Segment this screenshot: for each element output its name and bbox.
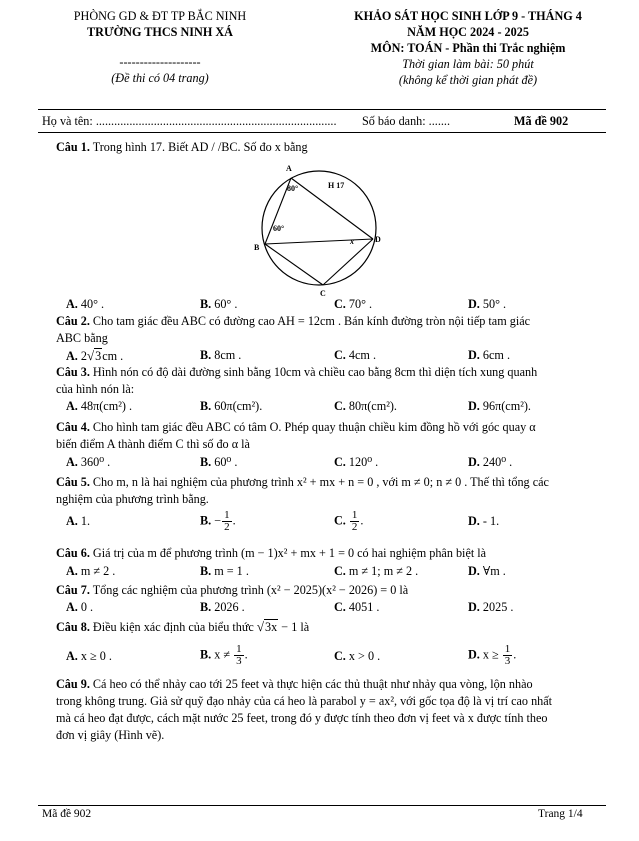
option-c: C. 4cm .	[334, 348, 376, 362]
question-text: Tổng các nghiệm của phương trình (x² − 2025)(x² − 2026) = 0 là	[92, 583, 409, 597]
option-a: A. 40° .	[66, 297, 105, 311]
question-text-end: − 1 là	[278, 620, 310, 634]
option-b: B. 2026 .	[200, 600, 245, 614]
question-label: Câu 5.	[56, 475, 90, 489]
option-d: D. ∀m .	[468, 564, 506, 578]
question-text-cont: ABC bằng	[56, 330, 108, 345]
question-text: Cho hình tam giác đều ABC có tâm O. Phép quay thuận chiều kim đồng hồ với góc quay α	[92, 420, 536, 434]
option-b: B. m = 1 .	[200, 564, 249, 578]
option-b: B. 60π(cm²).	[200, 399, 263, 413]
question-text: Cho m, n là hai nghiệm của phương trình x² + mx + n = 0 , với m ≠ 0; n ≠ 0 . Thế thì tổng các	[92, 475, 549, 489]
option-b: B. 8cm .	[200, 348, 242, 362]
option-d: D. 50° .	[468, 297, 507, 311]
school-name: TRƯỜNG THCS NINH XÁ	[87, 25, 233, 39]
question-text-cont: trong không trung. Giả sử quỹ đạo nhảy của cá heo là parabol y = ax², với gốc tọa độ là vị trí cao nhất	[56, 694, 553, 708]
question-label: Câu 3.	[56, 365, 90, 379]
label-a: A	[286, 164, 292, 173]
question-text: Trong hình 17. Biết AD / /BC. Số đo x bằng	[92, 140, 308, 154]
option-a: A. 48π(cm²) .	[66, 399, 133, 413]
name-field: Họ và tên: ...............................................................................	[42, 114, 337, 128]
option-d: D. 240⁰ .	[468, 455, 513, 469]
angle-60-label: 60°	[273, 224, 285, 233]
question-text: Hình nón có độ dài đường sinh bằng 10cm và chiều cao bằng 8cm thì diện tích xung quanh	[92, 365, 538, 379]
angle-80-label: 80°	[287, 184, 299, 193]
question-1	[56, 139, 601, 156]
angle-x-label: x	[350, 237, 354, 246]
option-a: A. x ≥ 0 .	[66, 649, 112, 663]
option-a: A. m ≠ 2 .	[66, 564, 116, 578]
subject: MÔN: TOÁN - Phần thi Trắc nghiệm	[370, 41, 566, 55]
option-a: A. 2√3cm .	[66, 348, 124, 363]
header-right	[318, 8, 618, 88]
question-text: Cho tam giác đều ABC có đường cao AH = 12cm . Bán kính đường tròn nội tiếp tam giác	[92, 314, 531, 328]
label-c: C	[320, 289, 326, 298]
question-text-cont: mà cá heo đạt được, cách mặt nước 25 feet, trong đó y được tính theo đơn vị feet và x được tính theo	[56, 711, 548, 725]
option-a: A. 360⁰ .	[66, 455, 111, 469]
option-a: A. 0 .	[66, 600, 94, 614]
option-d: D. - 1.	[468, 514, 500, 528]
question-label: Câu 8.	[56, 620, 90, 634]
question-8: Câu 8. Điều kiện xác định của biểu thức √3x − 1 là	[56, 619, 310, 634]
label-d: D	[375, 235, 381, 244]
question-6	[56, 545, 601, 562]
option-c: C. 80π(cm²).	[334, 399, 397, 413]
question-label: Câu 9.	[56, 677, 90, 691]
segment-cd	[323, 239, 373, 285]
q6-options	[66, 564, 606, 582]
segment-bd	[265, 239, 373, 244]
time-note: (không kể thời gian phát đề)	[398, 73, 538, 87]
question-label: Câu 4.	[56, 420, 90, 434]
question-text-cont: đơn vị giây (Hình vẽ).	[56, 728, 165, 742]
top-rule	[38, 109, 606, 110]
info-rule	[38, 132, 606, 133]
question-text: Cá heo có thể nhảy cao tới 25 feet và thực hiện các thủ thuật như nhảy qua vòng, lộn nhào	[92, 677, 533, 691]
question-9	[56, 676, 601, 744]
q5-options	[66, 510, 606, 536]
header-left	[40, 8, 280, 86]
question-text: Giá trị của m để phương trình (m − 1)x² + mx + 1 = 0 có hai nghiệm phân biệt là	[92, 546, 487, 560]
option-d: D. 96π(cm²).	[468, 399, 531, 413]
figure-title: H 17	[328, 181, 345, 190]
q3-options	[66, 399, 606, 417]
question-3	[56, 364, 601, 397]
dash-separator: --------------------	[119, 55, 201, 69]
footer-page: Trang 1/4	[538, 808, 583, 820]
question-label: Câu 2.	[56, 314, 90, 328]
question-text-cont: của hình nón là:	[56, 381, 135, 396]
question-label: Câu 1.	[56, 140, 90, 154]
option-c: C. m ≠ 1; m ≠ 2 .	[334, 564, 419, 578]
option-d: D. 2025 .	[468, 600, 514, 614]
option-c: C. x > 0 .	[334, 649, 381, 663]
exam-title: KHẢO SÁT HỌC SINH LỚP 9 - THÁNG 4	[354, 9, 582, 23]
option-c: C. 4051 .	[334, 600, 380, 614]
question-4	[56, 419, 601, 452]
school-year: NĂM HỌC 2024 - 2025	[407, 25, 529, 39]
exam-code: Mã đề 902	[514, 114, 569, 128]
option-b: B. − $\frac{1}{2}$ .	[200, 509, 236, 533]
question-5	[56, 474, 601, 507]
option-c: C. 70° .	[334, 297, 373, 311]
department: PHÒNG GD & ĐT TP BẮC NINH	[73, 9, 247, 23]
option-c: C. $\frac{1}{2}$ .	[334, 509, 364, 533]
q7-options	[66, 600, 606, 618]
radicand: 3x	[265, 620, 278, 634]
question-text: Điều kiện xác định của biểu thức	[92, 620, 257, 634]
option-a: A. 1.	[66, 514, 91, 528]
footer-code: Mã đề 902	[42, 808, 92, 820]
q4-options	[66, 455, 606, 473]
q8-options	[66, 644, 606, 672]
time-limit: Thời gian làm bài: 50 phút	[402, 57, 534, 71]
question-label: Câu 7.	[56, 583, 90, 597]
option-b: B. 60⁰ .	[200, 455, 238, 469]
question-7	[56, 582, 601, 599]
pages-note: (Đề thi có 04 trang)	[111, 71, 209, 85]
option-d: D. 6cm .	[468, 348, 510, 362]
option-d: D. x ≥ $\frac{1}{3}$ .	[468, 643, 517, 667]
figure-h17	[244, 158, 394, 298]
question-text-cont: nghiệm của phương trình bằng.	[56, 491, 209, 506]
option-c: C. 120⁰ .	[334, 455, 379, 469]
question-text-cont: biến điểm A thành điểm C thì số đo α là	[56, 436, 250, 451]
question-label: Câu 6.	[56, 546, 90, 560]
question-2	[56, 313, 601, 346]
option-b: B. x ≠ $\frac{1}{3}$ .	[200, 643, 248, 667]
option-b: B. 60° .	[200, 297, 238, 311]
label-b: B	[254, 243, 260, 252]
sbd-field: Số báo danh: .......	[362, 114, 451, 128]
footer-rule	[38, 805, 606, 806]
